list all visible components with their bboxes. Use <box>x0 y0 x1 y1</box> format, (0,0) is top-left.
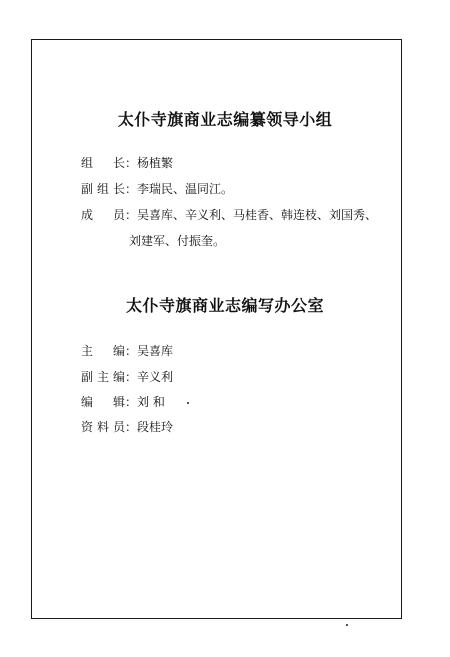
label-archivist: 资料员 <box>81 420 125 434</box>
value-members: 吴喜库、辛义利、马桂香、韩连枝、刘国秀、 <box>137 208 378 222</box>
colon: ： <box>125 420 138 434</box>
row-members <box>81 207 377 223</box>
row-editor <box>81 394 165 410</box>
row-group-leader <box>81 155 173 171</box>
label-chief-editor: 主 编 <box>81 344 125 358</box>
members-continued: 刘建军、付振奎。 <box>129 234 226 248</box>
colon: ： <box>125 156 138 170</box>
value-group-leader: 杨植繁 <box>137 156 174 170</box>
scan-speck <box>187 402 189 404</box>
colon: ： <box>125 208 138 222</box>
row-chief-editor <box>81 343 173 359</box>
editing-office-title: 太仆寺旗商业志编写办公室 <box>125 296 324 315</box>
row-deputy-editor <box>81 369 173 385</box>
colon: ： <box>125 182 138 196</box>
label-members: 成 员 <box>81 208 125 222</box>
label-group-leader: 组 长 <box>81 156 125 170</box>
label-editor: 编 辑 <box>81 395 125 409</box>
value-deputy-leader: 李瑞民、温同江。 <box>137 182 234 196</box>
label-deputy-editor: 副主编 <box>81 370 125 384</box>
scan-speck <box>346 624 348 626</box>
value-deputy-editor: 辛义利 <box>137 370 174 384</box>
row-archivist <box>81 419 173 435</box>
leadership-group-title: 太仆寺旗商业志编纂领导小组 <box>117 110 333 129</box>
colon: ： <box>125 344 138 358</box>
row-deputy-leader <box>81 181 233 197</box>
colon: ： <box>125 370 138 384</box>
colon: ： <box>125 395 138 409</box>
value-editor: 刘 和 <box>137 395 165 409</box>
value-archivist: 段桂玲 <box>137 420 174 434</box>
label-deputy-leader: 副组长 <box>81 182 125 196</box>
value-chief-editor: 吴喜库 <box>137 344 174 358</box>
